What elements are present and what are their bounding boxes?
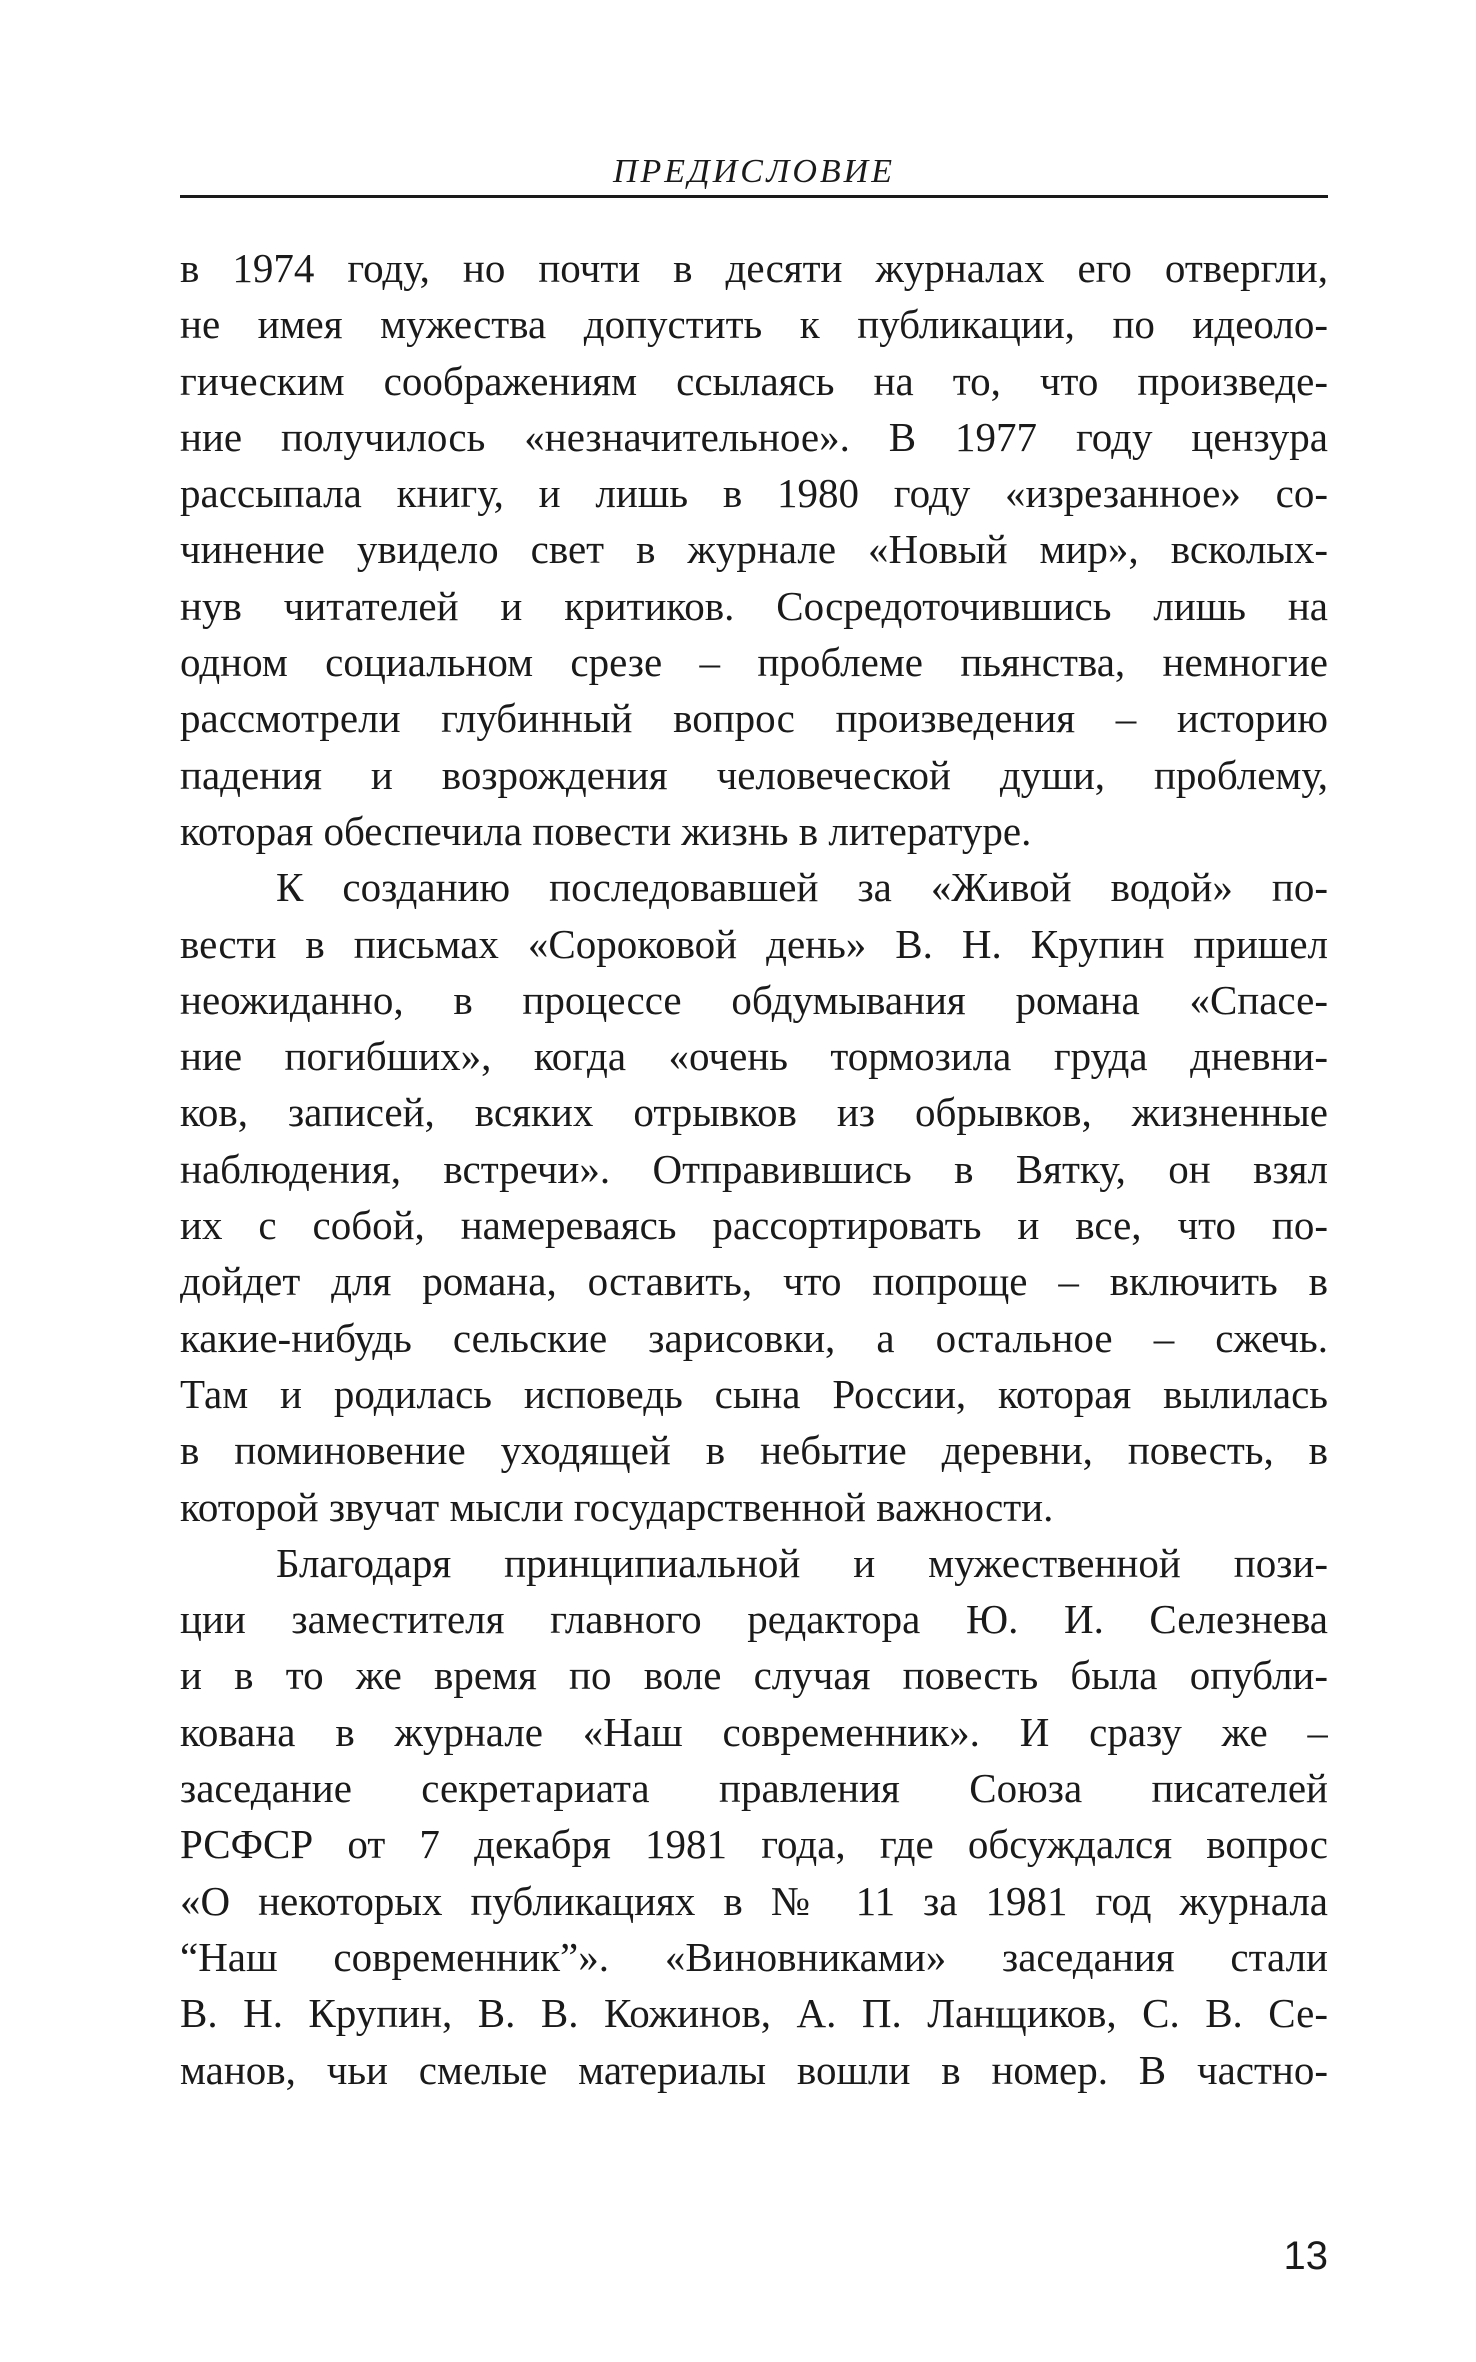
- text-line: неожиданно, в процессе обдумывания романа «Спасе-: [180, 976, 1328, 1023]
- text-line: ние получилось «незначительное». В 1977 году цензура: [180, 413, 1328, 460]
- text-line: падения и возрождения человеческой души, проблему,: [180, 751, 1328, 798]
- text-line: не имея мужества допустить к публикации, по идеоло-: [180, 301, 1328, 348]
- text-line: в 1974 году, но почти в десяти журналах его отвергли,: [180, 245, 1328, 291]
- text-line: Благодаря принципиальной и мужественной пози-: [276, 1539, 1328, 1586]
- text-line: рассмотрели глубинный вопрос произведения – историю: [180, 695, 1328, 742]
- text-line: рассыпала книгу, и лишь в 1980 году «изрезанное» со-: [180, 470, 1328, 517]
- header-rule: [180, 195, 1328, 198]
- paragraph: [180, 240, 1328, 859]
- text-line: какие-нибудь сельские зарисовки, а остальное – сжечь.: [180, 1314, 1328, 1361]
- page-number: 13: [1283, 2234, 1328, 2278]
- running-header: ПРЕДИСЛОВИЕ: [612, 153, 896, 190]
- text-line: которой звучат мысли государственной важности.: [180, 1483, 1054, 1530]
- text-line: которая обеспечила повести жизнь в литературе.: [180, 807, 1032, 854]
- text-line: заседание секретариата правления Союза писателей: [180, 1765, 1328, 1812]
- text-line: в поминовение уходящей в небытие деревни, повесть, в: [180, 1427, 1328, 1474]
- text-line: ние погибших», когда «очень тормозила груда дневни-: [180, 1033, 1328, 1080]
- text-line: наблюдения, встречи». Отправившись в Вятку, он взял: [180, 1145, 1328, 1192]
- text-line: ции заместителя главного редактора Ю. И. Селезнева: [180, 1596, 1328, 1643]
- text-line: РСФСР от 7 декабря 1981 года, где обсуждался вопрос: [180, 1821, 1328, 1868]
- text-line: Там и родилась исповедь сына России, которая вылилась: [180, 1370, 1328, 1417]
- text-line: К созданию последовавшей за «Живой водой» по-: [276, 864, 1328, 911]
- text-line: дойдет для романа, оставить, что попроще – включить в: [180, 1258, 1328, 1305]
- text-line: и в то же время по воле случая повесть была опубли-: [180, 1652, 1328, 1699]
- text-line: В. Н. Крупин, В. В. Кожинов, А. П. Ланщиков, С. В. Се-: [180, 1990, 1328, 2037]
- text-line: нув читателей и критиков. Сосредоточившись лишь на: [180, 582, 1328, 629]
- text-line: ков, записей, всяких отрывков из обрывков, жизненные: [180, 1089, 1328, 1136]
- text-line: манов, чьи смелые материалы вошли в номер. В частно-: [180, 2046, 1328, 2093]
- paragraph: [180, 859, 1328, 1535]
- paragraph: [180, 1535, 1328, 2098]
- text-line: гическим соображениям ссылаясь на то, что произведе-: [180, 357, 1328, 404]
- body-text: [180, 240, 1328, 2098]
- text-line: одном социальном срезе – проблеме пьянства, немногие: [180, 639, 1328, 686]
- text-line: чинение увидело свет в журнале «Новый мир», всколых-: [180, 526, 1328, 573]
- text-line: вести в письмах «Сороковой день» В. Н. Крупин пришел: [180, 920, 1328, 967]
- text-line: “Наш современник”». «Виновниками» заседания стали: [180, 1933, 1328, 1980]
- text-line: их с собой, намереваясь рассортировать и все, что по-: [180, 1202, 1328, 1249]
- text-line: «О некоторых публикациях в № 11 за 1981 год журнала: [180, 1877, 1328, 1924]
- text-line: кована в журнале «Наш современник». И сразу же –: [180, 1708, 1328, 1755]
